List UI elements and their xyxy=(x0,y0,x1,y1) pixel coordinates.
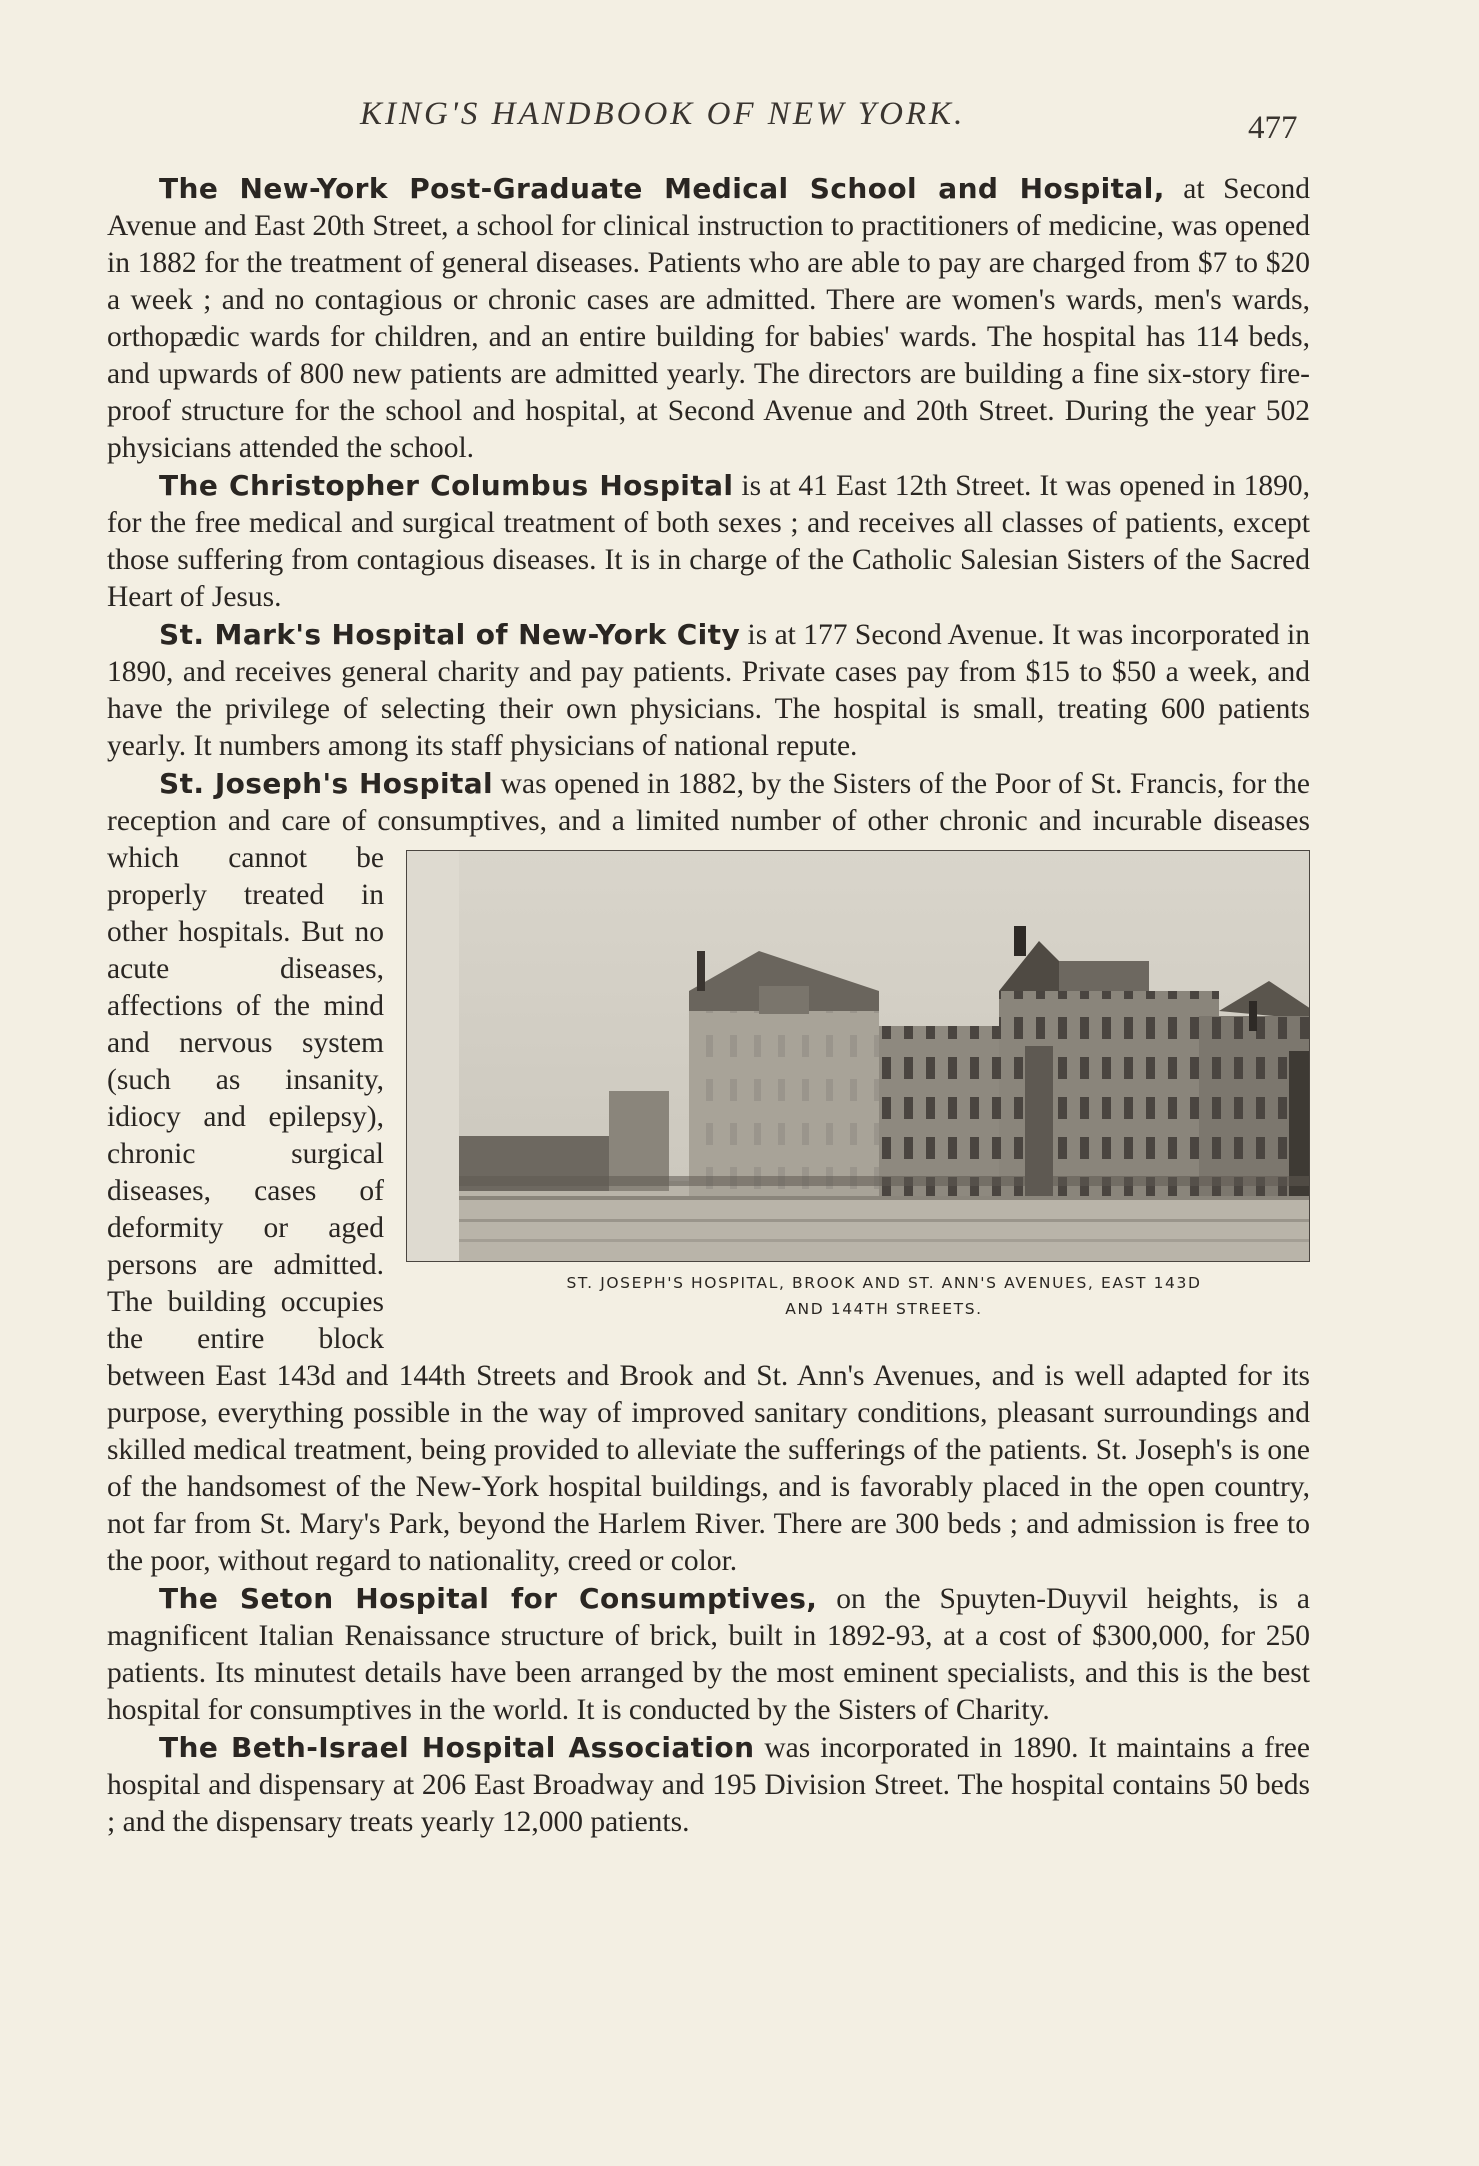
section-heading: The Beth-Israel Hospital Association xyxy=(159,1731,755,1764)
section-body: on the Spuyten-Duyvil heights, is a magnificent Italian Renaissance structure of brick, built in 1892-93, at a cost of $300,000, for 250 patients. Its minutest details have been arranged by the most eminent specialists, and this is the best hospital for consumptives in the world. It is conducted by the Sisters of Charity. xyxy=(107,1583,1310,1726)
section-heading: St. Joseph's Hospital xyxy=(159,767,494,800)
section-body: is at 177 Second Avenue. It was incorporated in 1890, and receives general charity and pay patients. Private cases pay from $15 to $50 a week, and have the privilege of selecting their own physicians. The hospital is small, treating 600 patients yearly. It numbers among its staff physicians of national repute. xyxy=(107,619,1310,762)
paragraph-beth-israel xyxy=(107,1729,1310,1841)
paragraph-seton xyxy=(107,1580,1310,1729)
section-body: at Second Avenue and East 20th Street, a school for clinical instruction to practitioners of medicine, was opened in 1882 for the treatment of general diseases. Patients who are able to pay are charged from $7 to $20 a week ; and no contagious or chronic cases are admitted. There are women's wards, men's wards, orthopædic wards for children, and an entire building for babies' wards. The hospital has 114 beds, and upwards of 800 new patients are admitted yearly. The directors are building a fine six-story fire-proof structure for the school and hospital, at Second Avenue and 20th Street. During the year 502 physicians attended the school. xyxy=(107,173,1310,464)
caption-line-2: AND 144TH STREETS. xyxy=(785,1300,983,1318)
page-number: 477 xyxy=(1248,110,1298,146)
section-heading: The Seton Hospital for Consumptives, xyxy=(159,1582,818,1615)
section-heading: The Christopher Columbus Hospital xyxy=(159,469,734,502)
paragraph-post-graduate xyxy=(107,170,1310,467)
body-text xyxy=(107,170,1310,1841)
section-heading: The New-York Post-Graduate Medical School and Hospital, xyxy=(159,172,1165,205)
caption-line-1: ST. JOSEPH'S HOSPITAL, BROOK AND ST. ANN'S AVENUES, EAST 143D xyxy=(566,1274,1202,1292)
hospital-building-illustration xyxy=(459,851,1310,1261)
section-body: was incorporated in 1890. It maintains a free hospital and dispensary at 206 East Broadway and 195 Division Street. The hospital contains 50 beds ; and the dispensary treats yearly 12,000 patients. xyxy=(107,1732,1310,1838)
paragraph-st-josephs xyxy=(107,765,1310,1580)
running-title: KING'S HANDBOOK OF NEW YORK. xyxy=(360,96,966,132)
hospital-figure xyxy=(406,850,1310,1322)
paragraph-columbus xyxy=(107,467,1310,616)
figure-caption xyxy=(406,1270,1310,1322)
paragraph-st-marks xyxy=(107,616,1310,765)
hospital-photo xyxy=(406,850,1310,1262)
section-body: is at 41 East 12th Street. It was opened in 1890, for the free medical and surgical treatment of both sexes ; and receives all classes of patients, except those suffering from contagious diseases. It is in charge of the Catholic Salesian Sisters of the Sacred Heart of Jesus. xyxy=(107,470,1310,613)
section-body: was opened in 1882, by the Sisters of the Poor of St. Francis, for the reception and care of consumptives, and a limited number of other ST. JOSEPH'S HOSPITAL, BROOK AND ST. ANN'S AVENUES, EAST 143D AND 144TH STREETS. chronic and incurable diseases which cannot be properly treated in other hospitals. But no acute diseases, affections of the mind and nervous system (such as insanity, idiocy and epilepsy), chronic surgical diseases, cases of deformity or aged persons are admitted. The building occupies the entire block between East 143d and 144th Streets and Brook and St. Ann's Avenues, and is well adapted for its purpose, everything possible in the way of improved sanitary conditions, pleasant surroundings and skilled medical treatment, being provided to alleviate the sufferings of the patients. St. Joseph's is one of the handsomest of the New-York hospital buildings, and is favorably placed in the open country, not far from St. Mary's Park, beyond the Harlem River. There are 300 beds ; and admission is free to the poor, without regard to nationality, creed or color. xyxy=(107,768,1310,1577)
section-heading: St. Mark's Hospital of New-York City xyxy=(159,618,741,651)
